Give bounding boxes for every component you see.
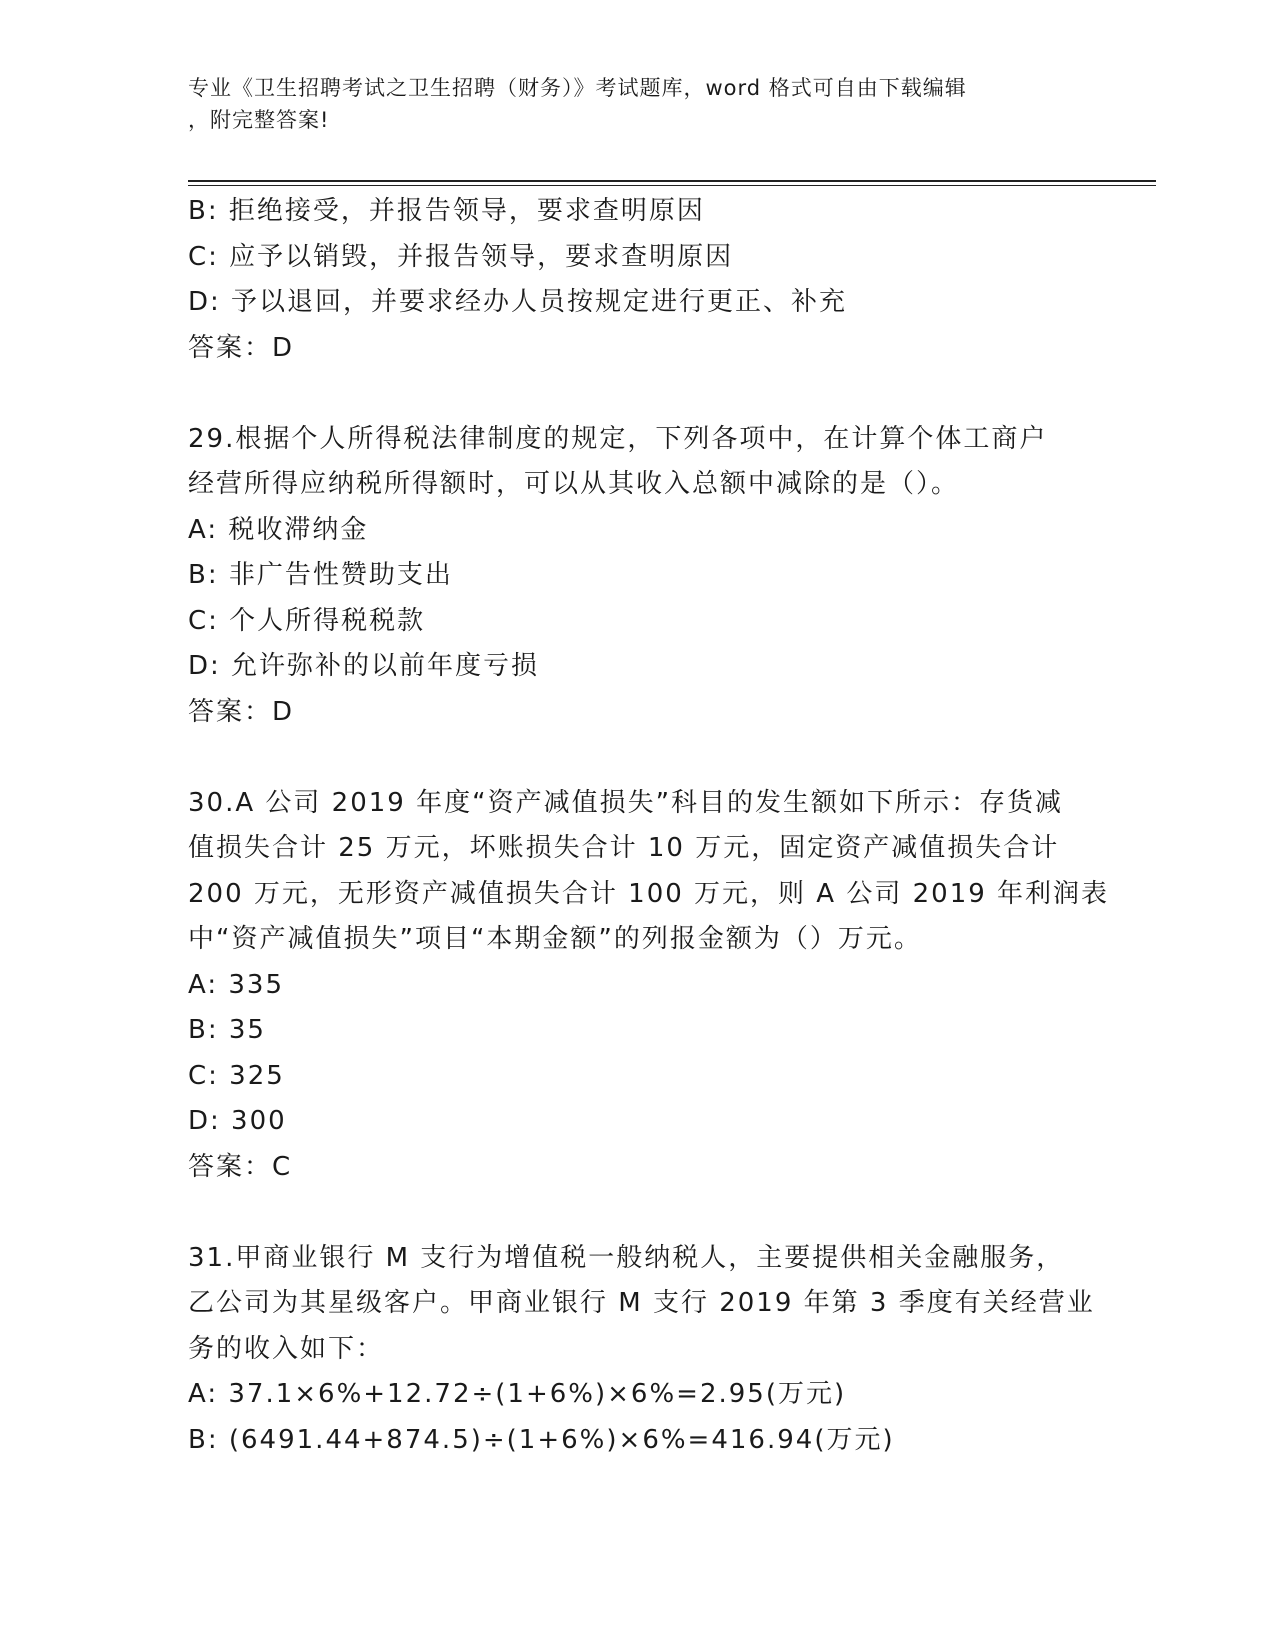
document-header bbox=[188, 72, 1068, 136]
header-line-2: ，附完整答案! bbox=[188, 108, 330, 132]
answer-label: 答案：C bbox=[188, 1151, 293, 1182]
option-c: C: 325 bbox=[188, 1060, 285, 1091]
answer-label: 答案：D bbox=[188, 332, 295, 363]
option-d: D: 予以退回，并要求经办人员按规定进行更正、补充 bbox=[188, 287, 848, 317]
answer-label: 答案：D bbox=[188, 696, 295, 727]
question-31 bbox=[188, 1236, 1095, 1464]
question-list bbox=[188, 189, 1110, 1463]
option-c: C: 应予以销毁，并报告领导，要求查明原因 bbox=[188, 241, 734, 272]
question-stem: 务的收入如下： bbox=[188, 1333, 385, 1364]
question-stem: 29.根据个人所得税法律制度的规定，下列各项中，在计算个体工商户 bbox=[188, 423, 1048, 454]
header-divider-thick bbox=[188, 180, 1156, 182]
option-d: D: 允许弥补的以前年度亏损 bbox=[188, 651, 540, 681]
option-a: A: 335 bbox=[188, 969, 284, 1000]
question-28-tail bbox=[188, 189, 1088, 371]
spacer bbox=[188, 735, 1088, 781]
spacer bbox=[188, 371, 1088, 417]
option-d: D: 300 bbox=[188, 1106, 287, 1136]
option-b: B: (6491.44+874.5)÷(1+6%)×6%=416.94(万元) bbox=[188, 1424, 895, 1455]
question-stem: 30.A 公司 2019 年度“资产减值损失”科目的发生额如下所示：存货减 bbox=[188, 787, 1064, 818]
option-a: A: 税收滞纳金 bbox=[188, 514, 369, 545]
option-b: B: 非广告性赞助支出 bbox=[188, 560, 453, 590]
header-divider-thin bbox=[188, 185, 1156, 186]
header-line-1: 专业《卫生招聘考试之卫生招聘（财务）》考试题库，word 格式可自由下载编辑 bbox=[188, 76, 967, 100]
question-stem: 200 万元，无形资产减值损失合计 100 万元，则 A 公司 2019 年利润表 bbox=[188, 878, 1110, 909]
option-c: C: 个人所得税税款 bbox=[188, 605, 426, 636]
question-29 bbox=[188, 417, 1088, 736]
question-30 bbox=[188, 781, 1110, 1191]
question-stem: 中“资产减值损失”项目“本期金额”的列报金额为（）万元。 bbox=[188, 924, 922, 954]
option-a: A: 37.1×6%+12.72÷(1+6%)×6%=2.95(万元) bbox=[188, 1379, 847, 1409]
question-stem: 乙公司为其星级客户。甲商业银行 M 支行 2019 年第 3 季度有关经营业 bbox=[188, 1288, 1095, 1318]
option-b: B: 拒绝接受，并报告领导，要求查明原因 bbox=[188, 196, 705, 226]
option-b: B: 35 bbox=[188, 1015, 266, 1045]
question-stem: 值损失合计 25 万元，坏账损失合计 10 万元，固定资产减值损失合计 bbox=[188, 833, 1060, 863]
question-stem: 经营所得应纳税所得额时，可以从其收入总额中减除的是（）。 bbox=[188, 469, 960, 499]
spacer bbox=[188, 1190, 1088, 1236]
question-stem: 31.甲商业银行 M 支行为增值税一般纳税人，主要提供相关金融服务， bbox=[188, 1242, 1065, 1273]
